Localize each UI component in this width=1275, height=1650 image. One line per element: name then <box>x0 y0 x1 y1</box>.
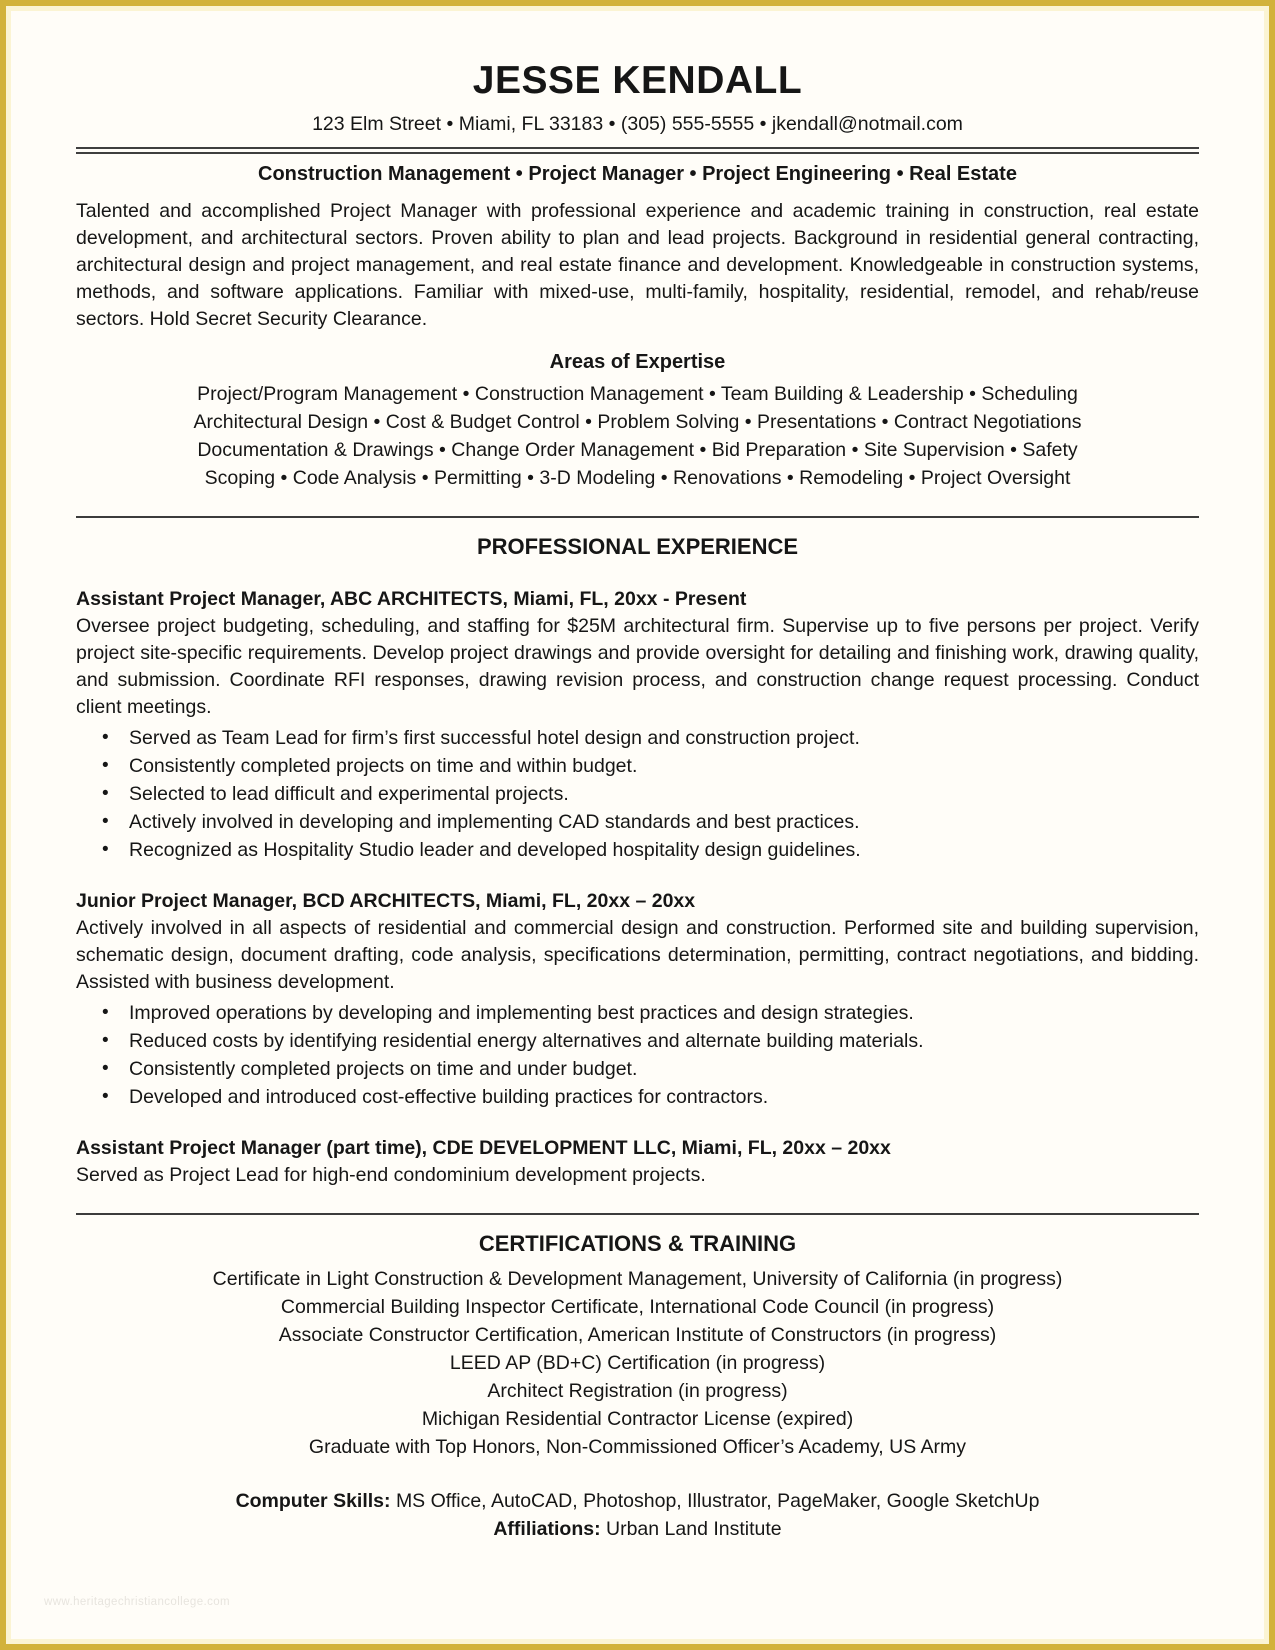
job-bullet: • Consistently completed projects on time and under budget. <box>102 1055 1199 1083</box>
job-entry <box>76 888 1199 1111</box>
certification-item: LEED AP (BD+C) Certification (in progress) <box>449 1351 826 1374</box>
experience-section <box>76 532 1199 1189</box>
computer-skills-label: Computer Skills: <box>235 1489 391 1512</box>
header-double-divider <box>76 147 1199 154</box>
certification-item: Michigan Residential Contractor License (expired) <box>421 1407 854 1430</box>
job-bullet: • Served as Team Lead for firm’s first successful hotel design and construction project. <box>102 724 1199 752</box>
job-summary: Oversee project budgeting, scheduling, and staffing for $25M architectural firm. Supervise up to five persons per project. Verify project site-specific requirements. Develop project drawings and provide oversight for detailing and finishing work, drawing quality, and submission. Coordinate RFI responses, drawing revision process, and construction change request processing. Conduct client meetings. <box>76 614 1199 718</box>
job-title: Assistant Project Manager, ABC ARCHITECTS, Miami, FL, 20xx - Present <box>76 587 747 610</box>
experience-title: PROFESSIONAL EXPERIENCE <box>476 533 799 559</box>
affiliations-value: Urban Land Institute <box>606 1517 782 1540</box>
job-bullet: • Reduced costs by identifying residential energy alternatives and alternate building materials. <box>102 1027 1199 1055</box>
job-bullet-list <box>76 999 1199 1111</box>
job-bullet: • Developed and introduced cost-effective building practices for contractors. <box>102 1083 1199 1111</box>
job-title: Assistant Project Manager (part time), CDE DEVELOPMENT LLC, Miami, FL, 20xx – 20xx <box>76 1136 891 1159</box>
section-divider <box>76 1213 1199 1215</box>
expertise-section <box>76 349 1199 492</box>
expertise-line: Documentation & Drawings • Change Order Management • Bid Preparation • Site Supervision • Safety <box>197 438 1078 461</box>
skills-block <box>76 1487 1199 1543</box>
computer-skills-value: MS Office, AutoCAD, Photoshop, Illustrator, PageMaker, Google SketchUp <box>395 1489 1040 1512</box>
computer-skills-line <box>76 1487 1199 1515</box>
expertise-line: Project/Program Management • Construction Management • Team Building & Leadership • Scheduling <box>197 382 1078 405</box>
certification-item: Certificate in Light Construction & Development Management, University of California (in progress) <box>212 1267 1063 1290</box>
expertise-line: Scoping • Code Analysis • Permitting • 3-D Modeling • Renovations • Remodeling • Project Oversight <box>204 466 1071 489</box>
job-title: Junior Project Manager, BCD ARCHITECTS, Miami, FL, 20xx – 20xx <box>76 889 696 912</box>
job-bullet: • Actively involved in developing and implementing CAD standards and best practices. <box>102 808 1199 836</box>
certification-item: Graduate with Top Honors, Non-Commissioned Officer’s Academy, US Army <box>308 1435 967 1458</box>
section-divider <box>76 516 1199 518</box>
certification-item: Commercial Building Inspector Certificate, International Code Council (in progress) <box>280 1295 995 1318</box>
job-entry <box>76 586 1199 864</box>
job-bullet-list <box>76 724 1199 864</box>
certifications-title: CERTIFICATIONS & TRAINING <box>478 1230 797 1256</box>
person-name: JESSE KENDALL <box>472 59 803 102</box>
affiliations-line <box>76 1515 1199 1543</box>
job-summary: Served as Project Lead for high-end condominium development projects. <box>76 1163 706 1186</box>
job-entry <box>76 1135 1199 1189</box>
summary-paragraph: Talented and accomplished Project Manager with professional experience and academic training in construction, real estate development, and architectural sectors. Proven ability to plan and lead projects. Background in residential general contracting, architectural design and project management, and real estate finance and development. Knowledgeable in construction systems, methods, and software applications. Familiar with mixed-use, multi-family, hospitality, residential, remodel, and rehab/reuse sectors. Hold Secret Security Clearance. <box>76 199 1199 330</box>
job-bullet: • Recognized as Hospitality Studio leader and developed hospitality design guidelines. <box>102 836 1199 864</box>
certification-item: Architect Registration (in progress) <box>487 1379 788 1402</box>
certification-item: Associate Constructor Certification, American Institute of Constructors (in progress) <box>278 1323 997 1346</box>
job-summary: Actively involved in all aspects of residential and commercial design and construction. Performed site and building supervision, schematic design, document drafting, code analysis, specifications determination, permitting, contract negotiations, and bidding. Assisted with business development. <box>76 916 1199 993</box>
job-bullet: • Selected to lead difficult and experimental projects. <box>102 780 1199 808</box>
certifications-section <box>76 1229 1199 1543</box>
job-bullet: • Consistently completed projects on time and within budget. <box>102 752 1199 780</box>
contact-line: 123 Elm Street • Miami, FL 33183 • (305) 555-5555 • jkendall@notmail.com <box>312 112 963 135</box>
headline-roles: Construction Management • Project Manager • Project Engineering • Real Estate <box>258 162 1017 185</box>
expertise-line: Architectural Design • Cost & Budget Control • Problem Solving • Presentations • Contract Negotiations <box>193 410 1082 433</box>
job-bullet: • Improved operations by developing and implementing best practices and design strategies. <box>102 999 1199 1027</box>
expertise-title: Areas of Expertise <box>549 350 726 373</box>
watermark-text: www.heritagechristiancollege.com <box>44 1596 231 1608</box>
affiliations-label: Affiliations: <box>493 1517 601 1540</box>
resume-header <box>76 60 1199 333</box>
